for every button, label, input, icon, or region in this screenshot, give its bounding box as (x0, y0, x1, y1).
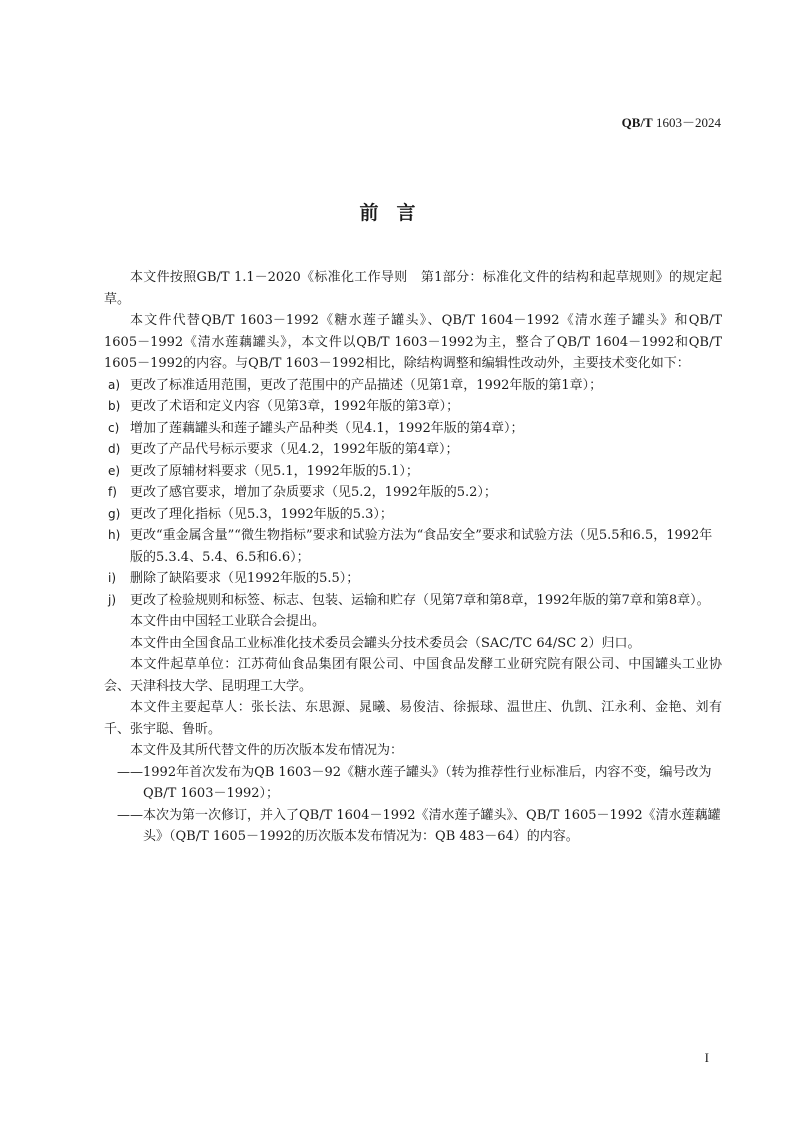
list-marker: d) (108, 442, 121, 456)
paragraph-committee: 本文件由全国食品工业标准化技术委员会罐头分技术委员会（SAC/TC 64/SC 2）归口。 (130, 635, 641, 651)
paragraph-drafting-units: 本文件起草单位：江苏荷仙食品集团有限公司、中国食品发酵工业研究院有限公司、中国罐头工业协会、天津科技大学、昆明理工大学。 (104, 657, 722, 694)
list-item-text: 增加了莲藕罐头和莲子罐头产品种类（见4.1，1992年版的第4章）； (130, 420, 524, 436)
technical-changes-list (104, 375, 722, 612)
list-item (104, 590, 722, 612)
paragraph-drafting-rule: 本文件按照GB/T 1.1－2020《标准化工作导则 第1部分：标准化文件的结构和起草规则》的规定起草。 (104, 270, 722, 307)
list-marker: g) (108, 506, 121, 521)
list-item (104, 375, 722, 397)
history-item (104, 805, 722, 848)
list-item (104, 504, 722, 526)
document-code-prefix: QB/T (621, 115, 653, 130)
document-body (104, 267, 722, 848)
list-item-text: 更改了标准适用范围，更改了范围中的产品描述（见第1章，1992年版的第1章）； (130, 377, 603, 393)
list-marker: j) (108, 592, 117, 607)
list-item (104, 568, 722, 590)
history-item-text: 1992年首次发布为QB 1603－92《糖水莲子罐头》（转为推荐性行业标准后，内容不变，编号改为QB/T 1603－1992）； (143, 764, 712, 801)
list-item-text: 删除了缺陷要求（见1992年版的5.5）； (130, 571, 360, 586)
paragraph-drafters: 本文件主要起草人：张长法、东思源、晁曦、易俊洁、徐振球、温世庄、仇凯、江永利、金艳、刘有千、张宇聪、鲁昕。 (104, 700, 722, 737)
list-item (104, 525, 722, 568)
list-item-text: 更改了原辅材料要求（见5.1，1992年版的5.1）； (130, 463, 419, 479)
list-item (104, 461, 722, 483)
list-marker: f) (108, 485, 117, 499)
history-list (104, 762, 722, 848)
history-item (104, 762, 722, 805)
history-item-text: 本次为第一次修订，并入了QB/T 1604－1992《清水莲子罐头》、QB/T 1605－1992《清水莲藕罐头》（QB/T 1605－1992的历次版本发布情况为：QB 483－64）的内容。 (143, 807, 721, 844)
dash-marker: —— (117, 807, 143, 823)
list-marker: a) (108, 377, 121, 392)
page-title: 前言 (359, 202, 434, 224)
list-item-text: 更改了感官要求，增加了杂质要求（见5.2，1992年版的5.2）； (130, 485, 497, 500)
page-number: I (704, 1050, 709, 1065)
dash-marker: —— (117, 764, 143, 780)
list-marker: c) (108, 420, 120, 435)
list-marker: e) (108, 463, 121, 478)
list-item-text: 更改了理化指标（见5.3，1992年版的5.3）； (130, 506, 393, 522)
list-marker: i) (108, 571, 117, 585)
list-item-text: 更改了产品代号标示要求（见4.2，1992年版的第4章）； (130, 442, 459, 457)
paragraph-replacement: 本文件代替QB/T 1603－1992《糖水莲子罐头》、QB/T 1604－1992《清水莲子罐头》和QB/T 1605－1992《清水莲藕罐头》，本文件以QB/T 1603－1992为主，整合了QB/T 1604－1992和QB/T 1605－1992的内容。与QB/T 1603－1992相比，除结构调整和编辑性改动外，主要技术变化如下： (104, 313, 722, 371)
list-item-text: 更改了检验规则和标签、标志、包装、运输和贮存（见第7章和第8章，1992年版的第7章和第8章）。 (130, 592, 710, 608)
document-code (622, 112, 721, 131)
list-item (104, 482, 722, 504)
list-item-text: 更改“重金属含量”“微生物指标”要求和试验方法为“食品安全”要求和试验方法（见5.5和6.5，1992年版的5.3.4、5.4、6.5和6.6）； (130, 528, 713, 565)
list-item-text: 更改了术语和定义内容（见第3章，1992年版的第3章）； (130, 399, 460, 414)
list-item (104, 439, 722, 461)
list-marker: h) (108, 528, 121, 542)
paragraph-history-intro: 本文件及其所代替文件的历次版本发布情况为： (130, 743, 404, 758)
list-item (104, 418, 722, 440)
paragraph-proposer: 本文件由中国轻工业联合会提出。 (130, 614, 326, 629)
list-marker: b) (108, 399, 121, 413)
list-item (104, 396, 722, 418)
document-code-number: 1603－2024 (652, 115, 721, 130)
